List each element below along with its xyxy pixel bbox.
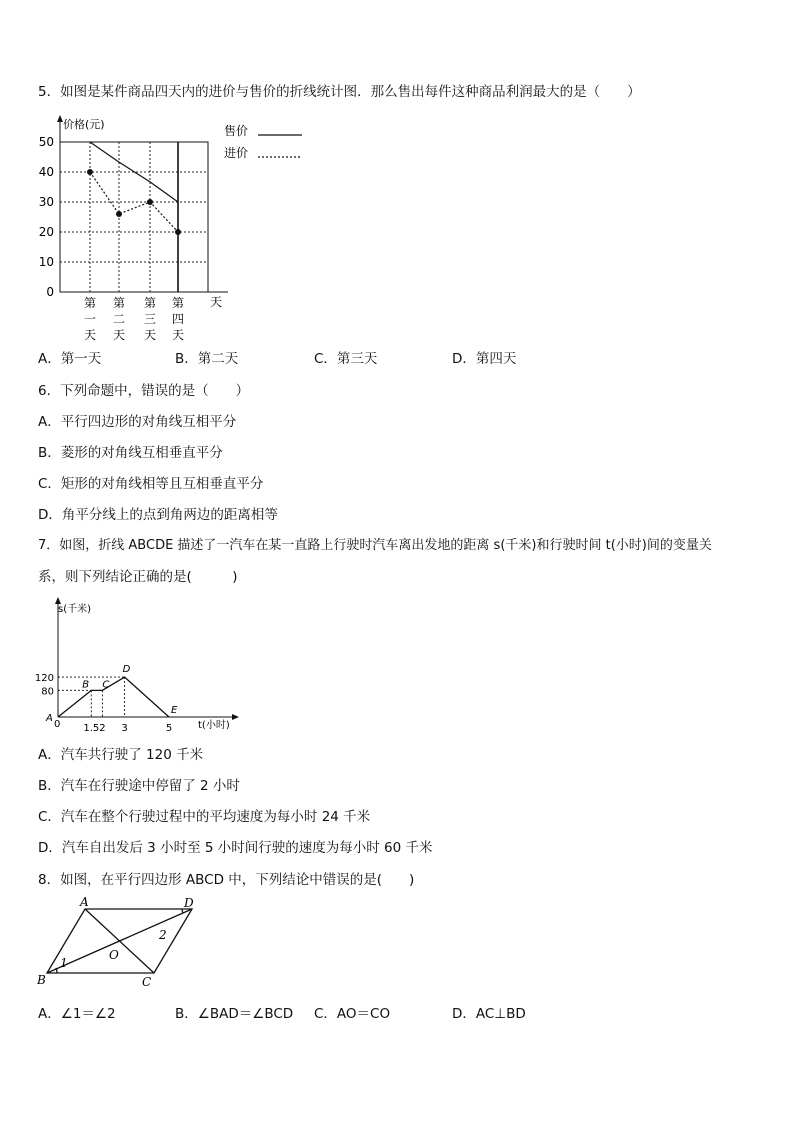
q7-option-d[interactable]: D．汽车自出发后 3 小时至 5 小时间行驶的速度为每小时 60 千米	[38, 840, 433, 856]
y-tick-labels	[35, 673, 54, 697]
q5-option-d[interactable]: D．第四天	[452, 351, 517, 367]
x-tick-label-1	[84, 296, 96, 342]
angle-1-arc	[56, 968, 57, 973]
point-label-d: D	[122, 664, 131, 676]
diagonal-bd	[47, 909, 192, 973]
angle-1-label: 1	[60, 956, 68, 970]
origin-label: 0	[54, 719, 61, 730]
y-axis-label: 价格(元)	[63, 118, 105, 131]
y-tick-label: 50	[38, 135, 54, 149]
q6-stem: 6．下列命题中，错误的是（ ）	[38, 383, 250, 399]
q7-distance-time-chart	[30, 596, 250, 741]
q6-option-b[interactable]: B．菱形的对角线互相垂直平分	[38, 445, 223, 461]
x-axis-label: t(小时)	[198, 720, 230, 731]
x-tick-char: 二	[112, 312, 126, 326]
q8-option-a[interactable]: A．∠1＝∠2	[38, 1006, 116, 1022]
x-tick-char: 第	[112, 296, 126, 310]
series-point	[87, 169, 93, 175]
x-tick-label-3	[144, 296, 156, 342]
y-tick-label: 120	[34, 673, 54, 685]
vertex-c-label: C	[142, 975, 152, 989]
x-tick-label-2	[113, 296, 125, 342]
chart-axes	[55, 597, 239, 720]
x-tick-label: 5	[165, 723, 173, 734]
x-tick-char: 天	[83, 328, 97, 342]
y-axis-arrow	[55, 597, 61, 604]
x-tick-char: 四	[171, 312, 185, 326]
x-tick-char: 一	[83, 312, 97, 326]
y-axis-label: s(千米)	[58, 604, 92, 615]
x-tick-char: 天	[112, 328, 126, 342]
point-labels	[45, 664, 178, 724]
q7-option-a[interactable]: A．汽车共行驶了 120 千米	[38, 747, 204, 763]
angle-2-label: 2	[159, 928, 167, 942]
q8-options	[38, 1005, 738, 1023]
x-tick-char: 天	[171, 328, 185, 342]
q6-option-d[interactable]: D．角平分线上的点到角两边的距离相等	[38, 507, 278, 523]
legend-label-1: 售价	[224, 124, 249, 138]
q7-stem-line2: 系，则下列结论正确的是( )	[38, 569, 238, 585]
q8-parallelogram-figure	[30, 895, 210, 995]
x-axis-arrow	[232, 714, 239, 720]
q5-option-c[interactable]: C．第三天	[314, 351, 378, 367]
series-line-abcde	[58, 677, 169, 717]
q8-option-b[interactable]: B．∠BAD＝∠BCD	[175, 1006, 294, 1022]
series-point	[175, 229, 181, 235]
point-label-b: B	[82, 679, 90, 691]
y-tick-label: 40	[38, 165, 54, 179]
x-tick-labels	[83, 723, 172, 734]
x-tick-label: 1.5	[83, 723, 100, 734]
center-o-label: O	[109, 948, 119, 962]
vertex-d-label: D	[184, 896, 194, 910]
parallelogram-shape	[47, 909, 192, 973]
y-tick-label: 20	[38, 225, 54, 239]
x-tick-label: 3	[121, 723, 128, 734]
q6-option-c[interactable]: C．矩形的对角线相等且互相垂直平分	[38, 476, 264, 492]
q5-option-b[interactable]: B．第二天	[175, 351, 239, 367]
x-tick-char: 第	[143, 296, 157, 310]
y-tick-label: 30	[38, 195, 54, 209]
q7-option-c[interactable]: C．汽车在整个行驶过程中的平均速度为每小时 24 千米	[38, 809, 371, 825]
y-tick-label: 0	[46, 285, 54, 299]
x-tick-label: 2	[99, 723, 106, 734]
chart-legend	[224, 123, 302, 160]
q5-price-chart	[30, 112, 330, 342]
x-axis-label: 天	[210, 295, 223, 309]
q6-option-a[interactable]: A．平行四边形的对角线互相平分	[38, 414, 237, 430]
x-tick-char: 天	[143, 328, 157, 342]
chart-series	[58, 677, 169, 717]
plot-frame	[60, 142, 208, 292]
q5-option-a[interactable]: A．第一天	[38, 351, 102, 367]
q7-option-b[interactable]: B．汽车在行驶途中停留了 2 小时	[38, 778, 240, 794]
q5-stem: 5．如图是某件商品四天内的进价与售价的折线统计图．那么售出每件这种商品利润最大的是（ ）	[38, 84, 641, 100]
chart-axes	[57, 115, 228, 292]
q8-option-d[interactable]: D．AC⊥BD	[452, 1006, 526, 1022]
q7-stem-line1: 7．如图，折线 ABCDE 描述了一汽车在某一直路上行驶时汽车离出发地的距离 s(千米)和行驶时间 t(小时)间的变量关	[38, 538, 712, 553]
point-label-e: E	[171, 705, 178, 716]
q8-option-c[interactable]: C．AO＝CO	[314, 1006, 391, 1022]
chart-grid	[60, 142, 208, 292]
point-label-c: C	[102, 679, 110, 691]
x-tick-labels	[84, 296, 184, 342]
series-point	[116, 211, 122, 217]
x-tick-label-4	[172, 296, 184, 342]
x-tick-char: 第	[171, 296, 185, 310]
y-tick-label: 10	[38, 255, 54, 269]
x-tick-char: 第	[83, 296, 97, 310]
y-tick-label: 80	[41, 686, 54, 698]
q5-options	[38, 350, 738, 368]
series-point	[147, 199, 153, 205]
vertex-b-label: B	[37, 973, 46, 987]
vertex-a-label: A	[80, 895, 89, 909]
chart-series	[87, 142, 181, 235]
q8-stem: 8．如图，在平行四边形 ABCD 中，下列结论中错误的是( )	[38, 872, 415, 888]
y-tick-labels	[39, 135, 54, 299]
x-tick-char: 三	[143, 312, 157, 326]
point-label-a: A	[46, 713, 53, 724]
legend-label-2: 进价	[224, 146, 249, 160]
